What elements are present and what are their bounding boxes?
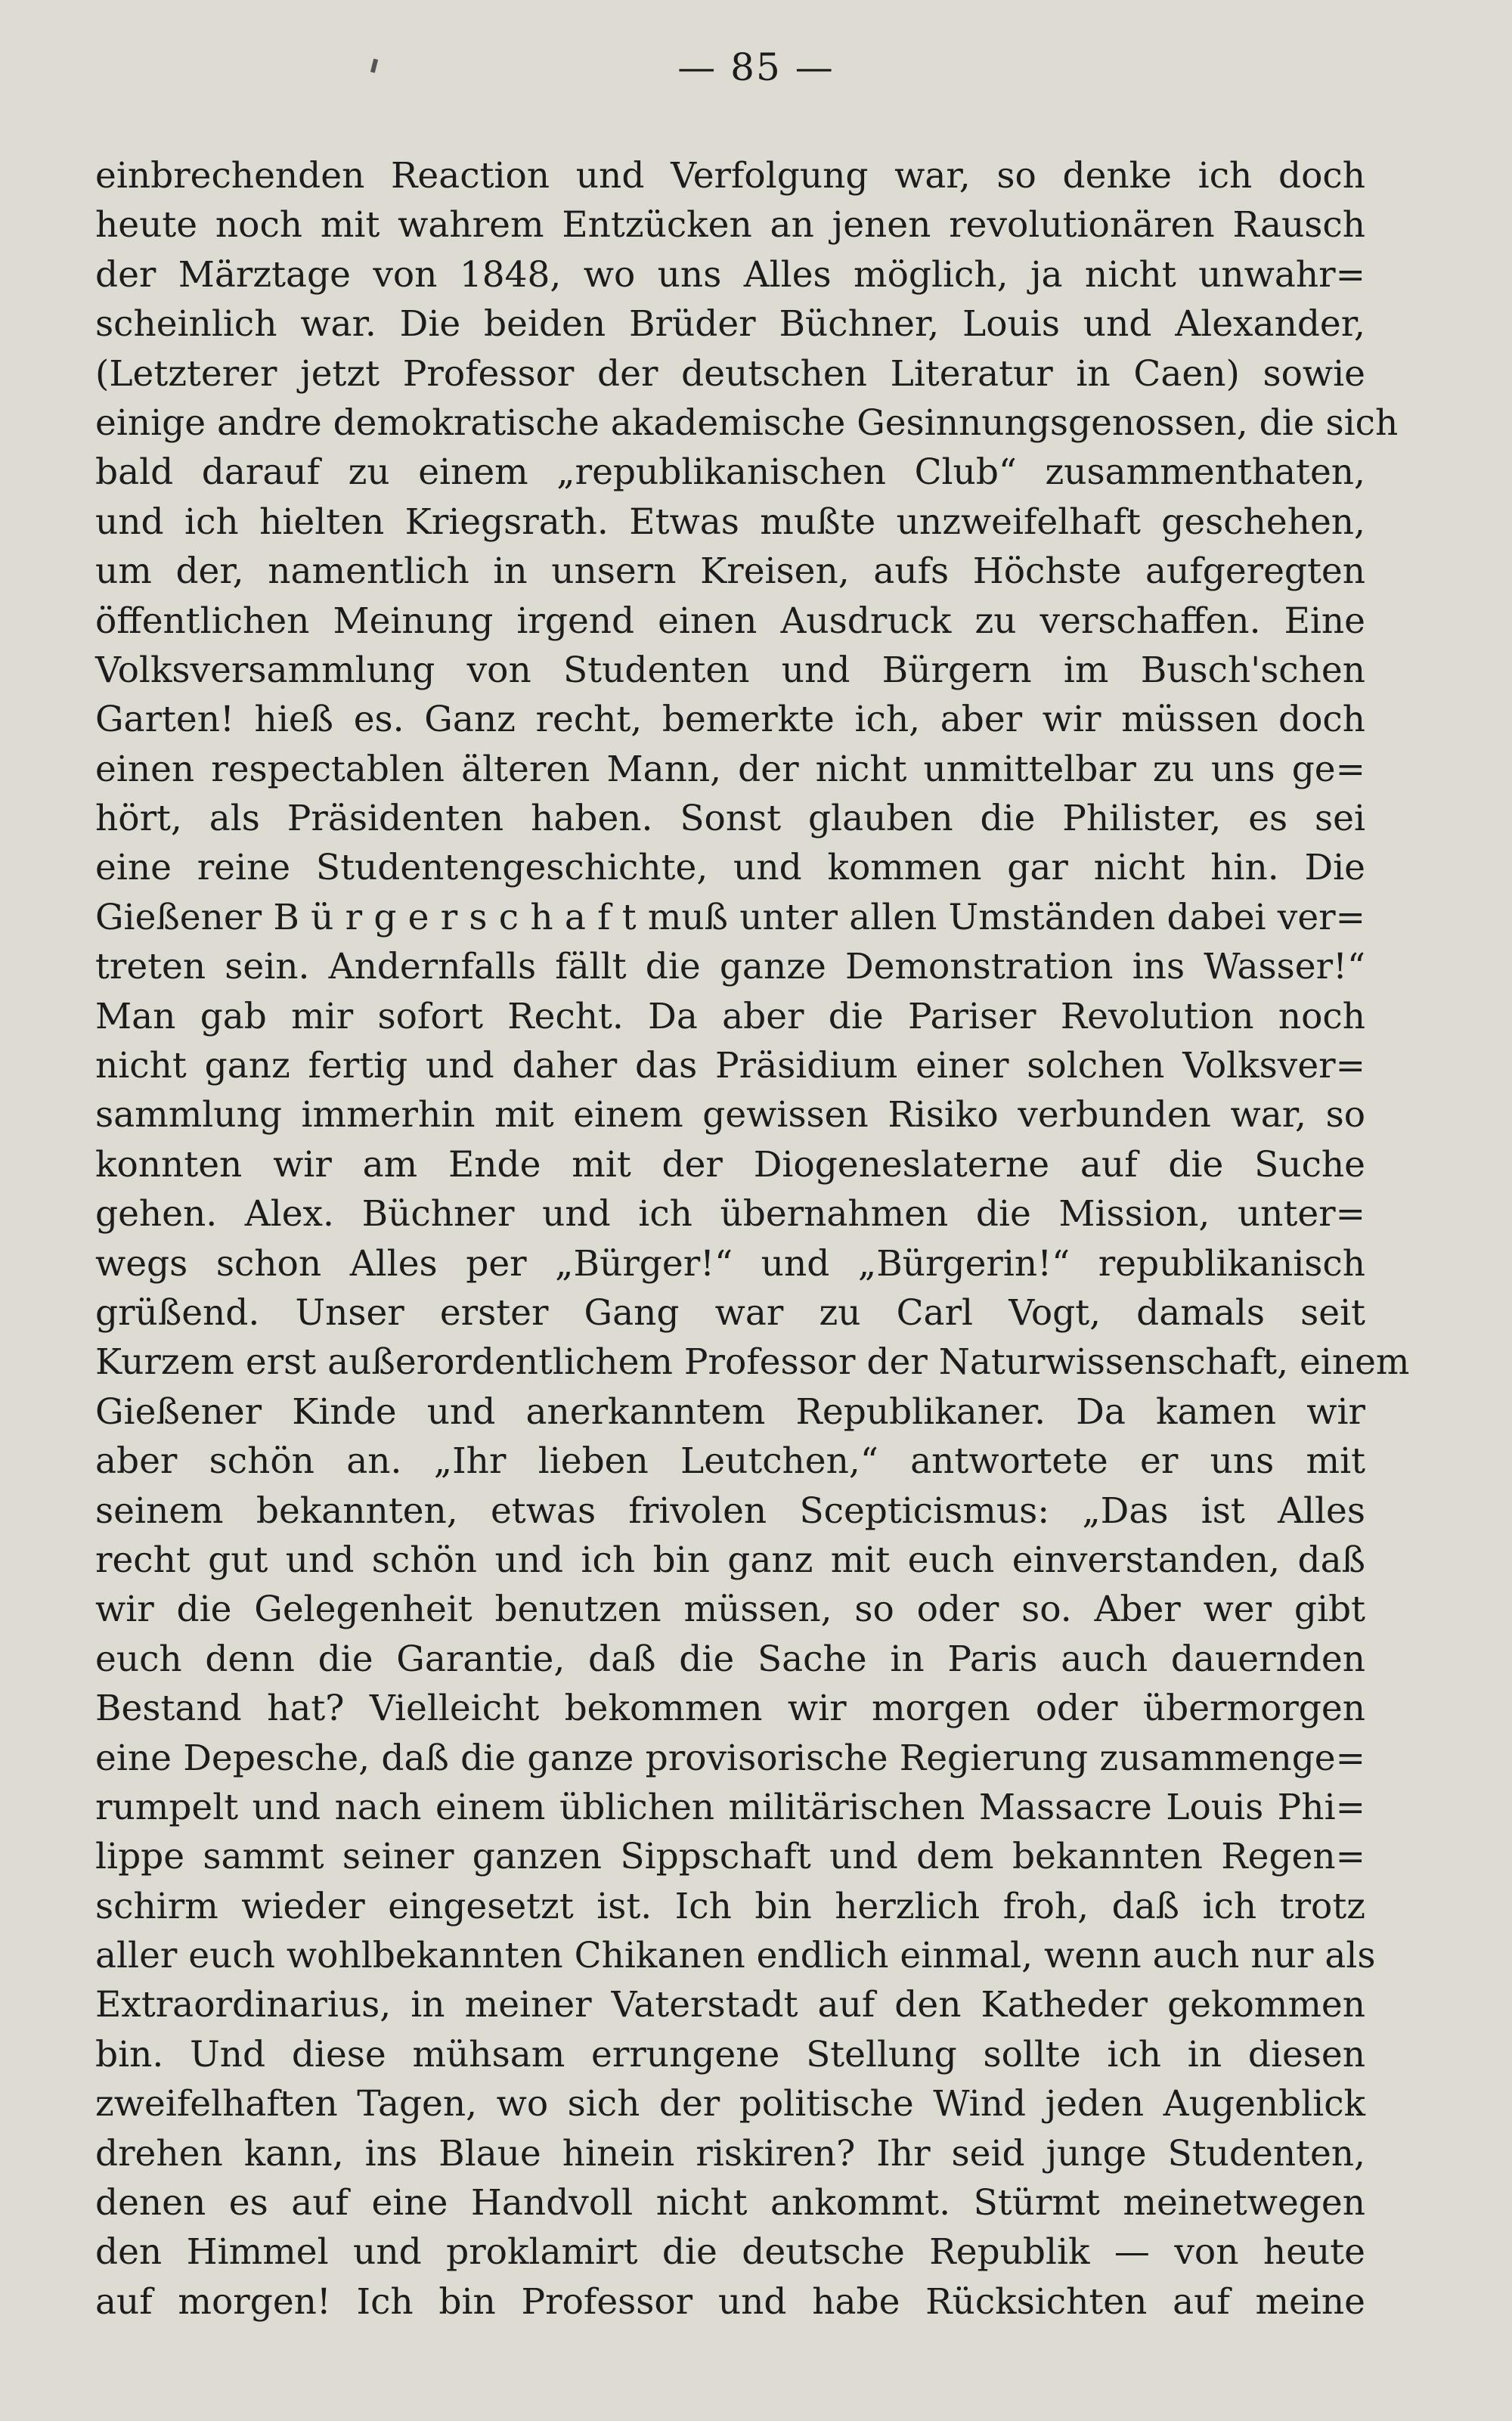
text-line: bald darauf zu einem „republikanischen Club“ zusammenthaten, <box>95 451 1365 494</box>
text-line: konnten wir am Ende mit der Diogeneslaterne auf die Suche <box>95 1143 1365 1186</box>
text-line: um der, namentlich in unsern Kreisen, aufs Höchste aufgeregten <box>95 550 1365 593</box>
text-line: Garten! hieß es. Ganz recht, bemerkte ich, aber wir müssen doch <box>95 699 1365 741</box>
text-line: denen es auf eine Handvoll nicht ankommt. Stürmt meinetwegen <box>95 2182 1365 2224</box>
text-line: gehen. Alex. Büchner und ich übernahmen die Mission, unter= <box>95 1193 1365 1235</box>
text-line: einbrechenden Reaction und Verfolgung war, so denke ich doch <box>95 155 1365 197</box>
text-line: wegs schon Alles per „Bürger!“ und „Bürgerin!“ republikanisch <box>95 1242 1365 1285</box>
text-line: treten sein. Andernfalls fällt die ganze Demonstration ins Wasser!“ <box>95 946 1365 988</box>
text-line: auf morgen! Ich bin Professor und habe Rücksichten auf meine <box>95 2280 1365 2323</box>
text-line: Volksversammlung von Studenten und Bürgern im Busch'schen <box>95 649 1365 691</box>
text-line: drehen kann, ins Blaue hinein riskiren? Ihr seid junge Studenten, <box>95 2132 1365 2175</box>
text-line: heute noch mit wahrem Entzücken an jenen revolutionären Rausch <box>95 204 1365 246</box>
text-line: und ich hielten Kriegsrath. Etwas mußte unzweifelhaft geschehen, <box>95 501 1365 543</box>
body-text <box>95 151 1410 2326</box>
text-line: Bestand hat? Vielleicht bekommen wir morgen oder übermorgen <box>95 1688 1365 1730</box>
text-line: Gießener B ü r g e r s c h a f t muß unter allen Umständen dabei ver= <box>95 896 1365 938</box>
text-line: einige andre demokratische akademische Gesinnungsgenossen, die sich <box>95 401 1399 444</box>
text-line: hört, als Präsidenten haben. Sonst glauben die Philister, es sei <box>95 798 1365 840</box>
text-line: einen respectablen älteren Mann, der nicht unmittelbar zu uns ge= <box>95 748 1365 790</box>
text-line: den Himmel und proklamirt die deutsche Republik — von heute <box>95 2231 1365 2274</box>
text-line: eine reine Studentengeschichte, und kommen gar nicht hin. Die <box>95 847 1365 889</box>
text-line: Gießener Kinde und anerkanntem Republikaner. Da kamen wir <box>95 1390 1365 1433</box>
text-line: seinem bekannten, etwas frivolen Scepticismus: „Das ist Alles <box>95 1489 1365 1532</box>
text-line: der Märztage von 1848, wo uns Alles möglich, ja nicht unwahr= <box>95 253 1365 296</box>
text-line: eine Depesche, daß die ganze provisorische Regierung zusammenge= <box>95 1737 1365 1779</box>
text-line: nicht ganz fertig und daher das Präsidium einer solchen Volksver= <box>95 1045 1365 1087</box>
text-line: Man gab mir sofort Recht. Da aber die Pariser Revolution noch <box>95 995 1365 1037</box>
text-line: aber schön an. „Ihr lieben Leutchen,“ antwortete er uns mit <box>95 1440 1365 1483</box>
text-line: Kurzem erst außerordentlichem Professor der Naturwissenschaft, einem <box>95 1341 1410 1384</box>
text-line: wir die Gelegenheit benutzen müssen, so oder so. Aber wer gibt <box>95 1589 1365 1631</box>
text-line: (Letzterer jetzt Professor der deutschen Literatur in Caen) sowie <box>95 352 1365 395</box>
text-line: aller euch wohlbekannten Chikanen endlich einmal, wenn auch nur als <box>95 1935 1376 1977</box>
text-line: recht gut und schön und ich bin ganz mit euch einverstanden, daß <box>95 1539 1365 1581</box>
text-line: rumpelt und nach einem üblichen militärischen Massacre Louis Phi= <box>95 1786 1365 1828</box>
text-line: grüßend. Unser erster Gang war zu Carl Vogt, damals seit <box>95 1291 1365 1334</box>
text-line: schirm wieder eingesetzt ist. Ich bin herzlich froh, daß ich trotz <box>95 1885 1365 1927</box>
text-line: lippe sammt seiner ganzen Sippschaft und dem bekannten Regen= <box>95 1836 1365 1878</box>
text-line: scheinlich war. Die beiden Brüder Büchner, Louis und Alexander, <box>95 303 1365 346</box>
text-line: bin. Und diese mühsam errungene Stellung sollte ich in diesen <box>95 2033 1365 2075</box>
page-number: — 85 — <box>677 45 835 89</box>
text-line: Extraordinarius, in meiner Vaterstadt auf den Katheder gekommen <box>95 1984 1365 2026</box>
text-line: öffentlichen Meinung irgend einen Ausdruck zu verschaffen. Eine <box>95 600 1365 642</box>
text-line: sammlung immerhin mit einem gewissen Risiko verbunden war, so <box>95 1094 1365 1136</box>
text-line: zweifelhaften Tagen, wo sich der politische Wind jeden Augenblick <box>95 2083 1365 2125</box>
text-line: euch denn die Garantie, daß die Sache in Paris auch dauernden <box>95 1638 1365 1680</box>
